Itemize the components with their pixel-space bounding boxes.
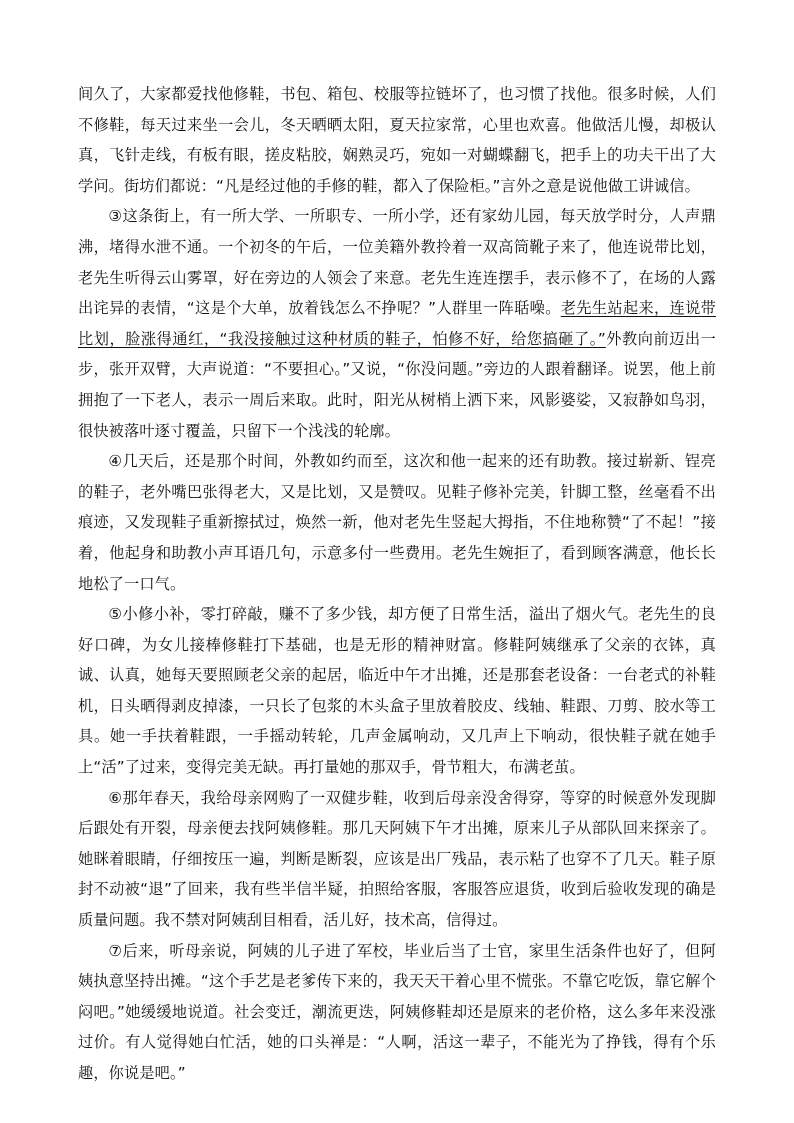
paragraph-continuation — [78, 79, 716, 201]
paragraph-6 — [78, 783, 716, 936]
underlined-sentence: 老先生站起来，连说带比划，脸涨得通红，“我没接触过这种材质的鞋子，怕修不好，给您搞砸了。” — [78, 299, 716, 348]
paragraph-7 — [78, 936, 716, 1089]
text-segment: ④几天后，还是那个时间，外教如约而至，这次和他一起来的还有助教。接过崭新、锃亮的鞋子，老外嘴巴张得老大，又是比划，又是赞叹。见鞋子修补完美，针脚工整，丝毫看不出痕迹，又发现鞋子重新擦拭过，焕然一新，他对老先生竖起大拇指，不住地称赞“了不起！”接着，他起身和助教小声耳语几句，示意多付一些费用。老先生婉拒了，看到顾客满意，他长长地松了一口气。 — [78, 452, 716, 593]
text-segment: ③这条街上，有一所大学、一所职专、一所小学，还有家幼儿园，每天放学时分，人声鼎沸，堵得水泄不通。一个初冬的午后，一位美籍外教拎着一双高筒靴子来了，他连说带比划，老先生听得云山雾罩，好在旁边的人领会了来意。老先生连连摆手，表示修不了，在场的人露出诧异的表情，“这是个大单，放着钱怎么不挣呢？”人群里一阵聒噪。 — [78, 207, 716, 318]
text-segment: 外教向前迈出一步，张开双臂，大声说道：“不要担心。”又说，“你没问题。”旁边的人跟着翻译。说罢，他上前拥抱了一下老人，表示一周后来取。此时，阳光从树梢上洒下来，风影婆娑，又寂静如鸟羽，很快被落叶逐寸覆盖，只留下一个浅浅的轮廓。 — [78, 329, 716, 440]
paragraph-4 — [78, 446, 716, 599]
paragraph-5 — [78, 599, 716, 783]
paragraph-3 — [78, 201, 716, 446]
article-body — [78, 79, 716, 1089]
text-segment: ⑥那年春天，我给母亲网购了一双健步鞋，收到后母亲没舍得穿，等穿的时候意外发现脚后跟处有开裂，母亲便去找阿姨修鞋。那几天阿姨下午才出摊，原来儿子从部队回来探亲了。她眯着眼睛，仔细按压一遍，判断是断裂，应该是出厂残品，表示粘了也穿不了几天。鞋子原封不动被“退”了回来，我有些半信半疑，拍照给客服，客服答应退货，收到后验收发现的确是质量问题。我不禁对阿姨刮目相看，活儿好，技术高，信得过。 — [78, 788, 716, 930]
text-segment: 间久了，大家都爱找他修鞋，书包、箱包、校服等拉链坏了，也习惯了找他。很多时候，人们不修鞋，每天过来坐一会儿，冬天晒晒太阳，夏天拉家常，心里也欢喜。他做活儿慢，却极认真，飞针走线，有板有眼，搓皮粘胶，娴熟灵巧，宛如一对蝴蝶翻飞，把手上的功夫干出了大学问。街坊们都说：“凡是经过他的手修的鞋，都入了保险柜。”言外之意是说他做工讲诚信。 — [78, 85, 716, 195]
text-segment: ⑦后来，听母亲说，阿姨的儿子进了军校，毕业后当了士官，家里生活条件也好了，但阿姨执意坚持出摊。“这个手艺是老爹传下来的，我天天干着心里不慌张。不靠它吃饭，靠它解个闷吧。”她缓缓地说道。社会变迁，潮流更迭，阿姨修鞋却还是原来的老价格，这么多年来没涨过价。有人觉得她白忙活，她的口头禅是：“人啊，活这一辈子，不能光为了挣钱，得有个乐趣，你说是吧。” — [78, 941, 716, 1082]
text-segment: ⑤小修小补，零打碎敲，赚不了多少钱，却方便了日常生活，溢出了烟火气。老先生的良好口碑，为女儿接棒修鞋打下基础，也是无形的精神财富。修鞋阿姨继承了父亲的衣钵，真诚、认真，她每天要照顾老父亲的起居，临近中午才出摊，还是那套老设备：一台老式的补鞋机，日头晒得剥皮掉漆，一只长了包浆的木头盒子里放着胶皮、线轴、鞋跟、刀剪、胶水等工具。她一手扶着鞋跟，一手摇动转轮，几声金属响动，又几声上下响动，很快鞋子就在她手上“活”了过来，变得完美无缺。再打量她的那双手，骨节粗大，布满老茧。 — [78, 605, 716, 777]
